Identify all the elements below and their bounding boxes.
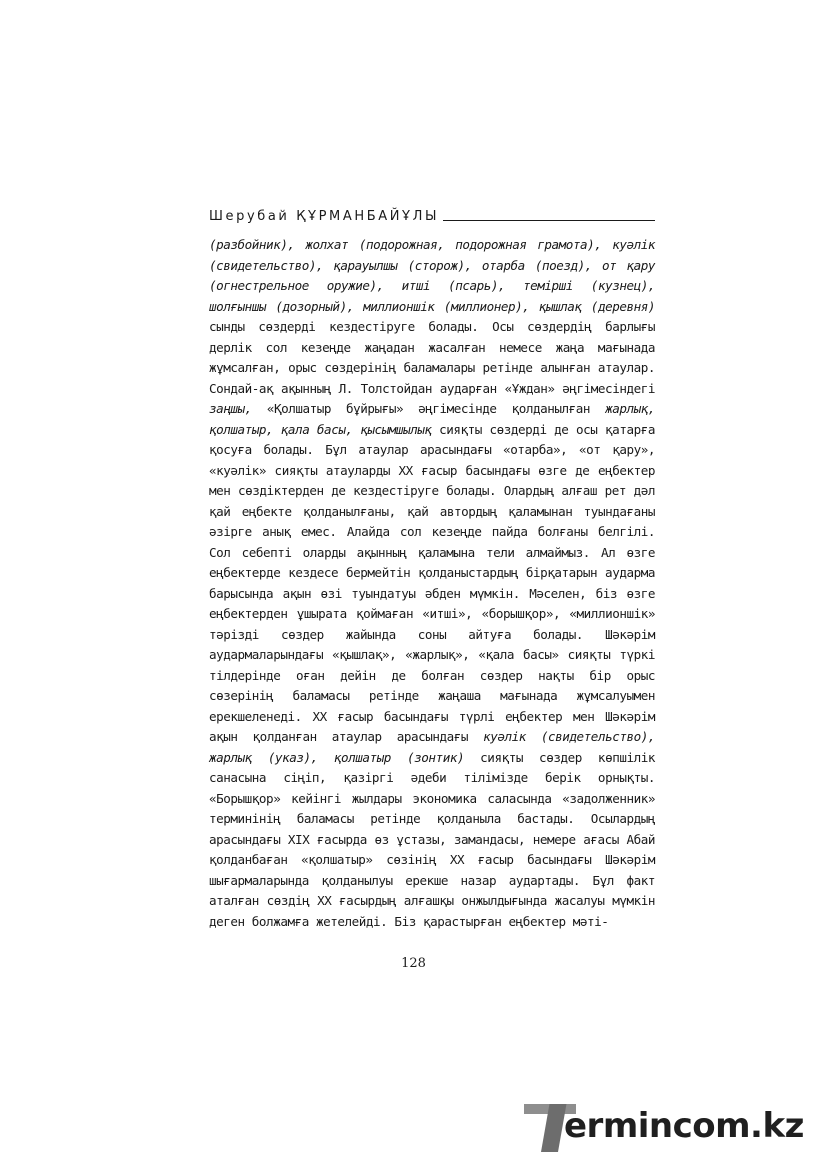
italic-run: заңшы, [209,401,252,416]
italic-run: жарлық, қолшатыр, қала басы, қысымшылық [209,401,655,437]
italic-run: (разбойник), жолхат (подорожная, подорожная грамота), куәлік (свидетельство), қарауылшы (сторож), отарба (поезд), от қару (огнестрельное оружие), итші (псарь), темірші (кузнец), шолғыншы (дозорный), миллионшік (миллионер), қышлақ (деревня) [209,237,655,314]
text-run: сияқты сөздерді де осы қатарға қосуға болады. Бұл атаулар арасындағы «отарба», «от қару», «куәлік» сияқты атауларды XX ғасыр басындағы өзге де еңбектер мен сөздіктерден де кездестіруге болады. Олардың алғаш рет дәл қай еңбекте қолданылғаны, қай автордың қаламынан туындағаны әзірге анық емес. Алайда сол кезеңде пайда болғаны белгілі. Сол себепті оларды ақынның қаламына тели алмаймыз. Ал өзге еңбектерде кездесе бермейтін қолданыстардың бірқатарын аударма барысында ақын өзі туындатуы әбден мүмкін. Мәселен, біз өзге еңбектерден ұшырата қоймаған «итші», «борышқор», «миллионшік» тәрізді сөздер жайында соны айтуға болады. Шәкәрім аудармаларындағы «қышлақ», «жарлық», «қала басы» сияқты түркі тілдерінде оған дейін де болған сөздер нақты бір орыс сөзерінің баламасы ретінде жаңаша мағынада жұмсалуымен ерекшеленеді. XX ғасыр басындағы түрлі еңбектер мен Шәкәрім ақын қолданған атаулар арасындағы [209,421,655,744]
text-run: «Қолшатыр бұйрығы» әңгімесінде қолданылған [251,401,606,416]
text-run: сынды сөздерді кездестіруге болады. Осы сөздердің барлығы дерлік сол кезеңде жаңадан жасалған немесе жаңа мағынада жұмсалған, орыс сөздерінің баламалары ретінде алынған атаулар. Сондай-ақ ақынның Л. Толстойдан аударған «Ұждан» әңгімесіндегі [209,319,655,396]
paragraph [209,235,655,932]
text-run: сияқты сөздер көпшілік санасына сіңіп, қазіргі әдеби тілімізде берік орнықты. «Борышқор» кейінгі жылдары экономика саласында «задолженник» терминінің баламасы ретінде қолданыла бастады. Осылардың арасындағы XIX ғасырда өз ұстазы, замандасы, немере ағасы Абай қолданбаған «қолшатыр» сөзінің XX ғасыр басындағы Шәкәрім шығармаларында қолданылуы ерекше назар аудартады. Бұл факт аталған сөздің XX ғасырдың алғашқы онжылдығында жасалуы мүмкін деген болжамға жетелейді. Біз қарастырған еңбектер мәті- [209,749,655,929]
italic-run: куәлік (свидетельство), жарлық (указ), қолшатыр (зонтик) [209,729,655,765]
body-paragraph [209,235,655,932]
header-author: Шерубай ҚҰРМАНБАЙҰЛЫ [209,209,440,224]
logo-text: ermincom.kz [564,1106,804,1146]
running-header [209,209,655,224]
termincom-logo [524,1098,814,1156]
header-rule [443,220,655,221]
page-number: 128 [401,956,426,971]
